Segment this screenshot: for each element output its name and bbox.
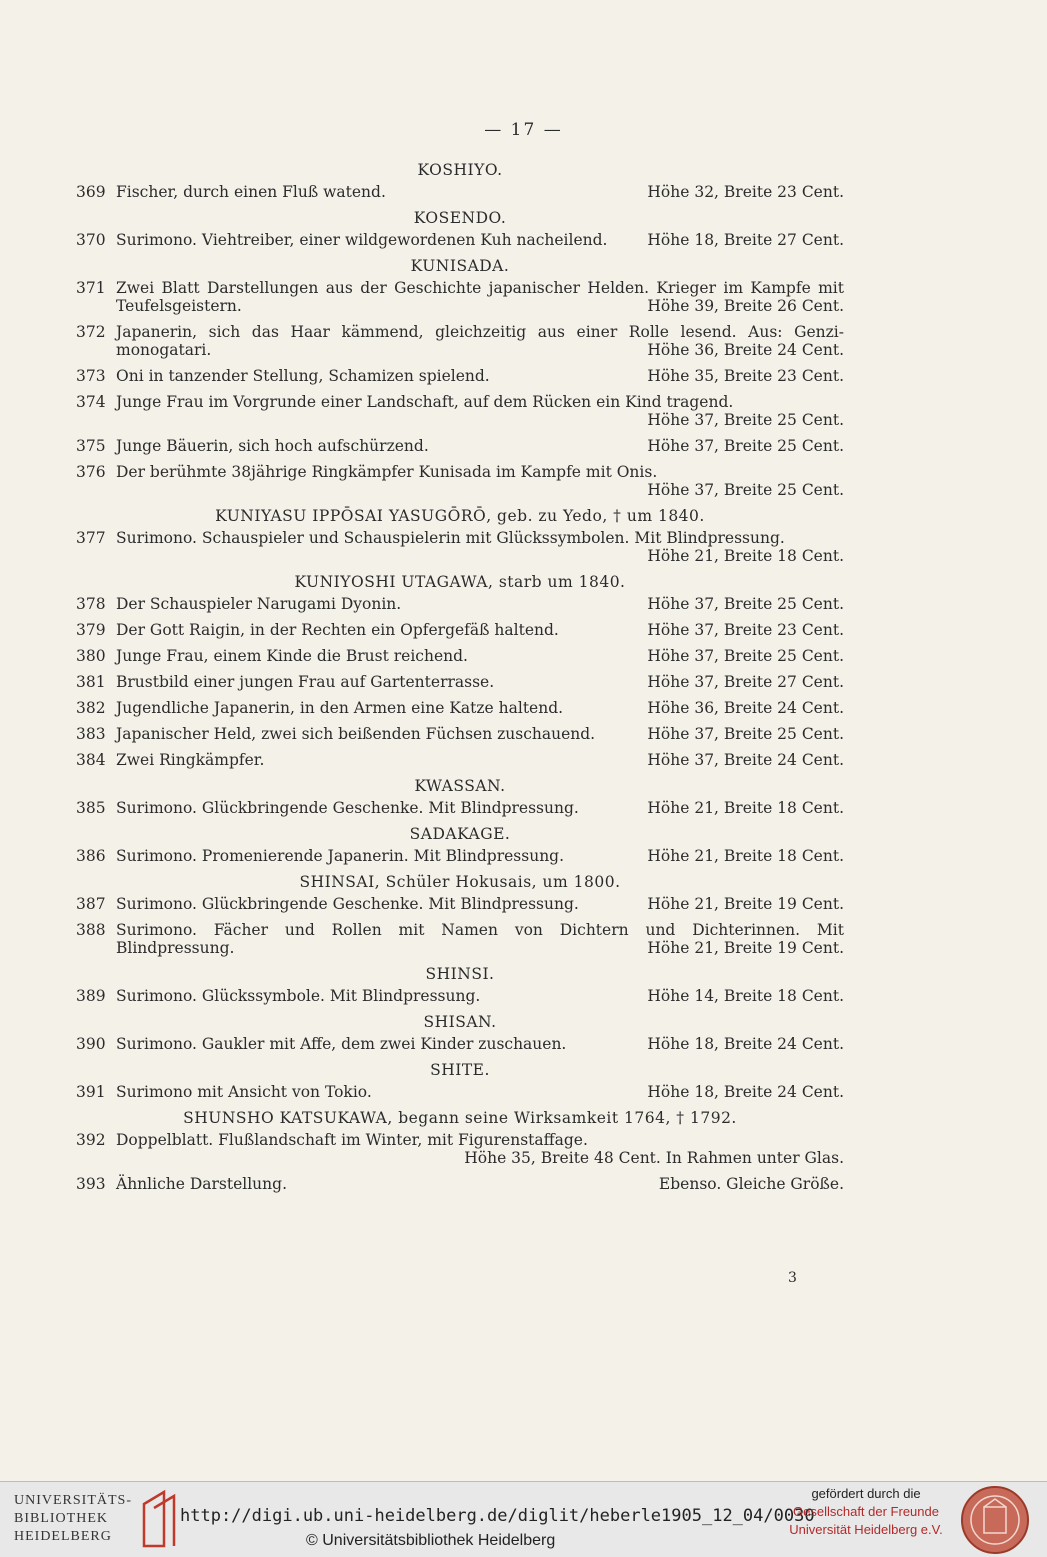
entry-number: 374 [76, 393, 106, 411]
entry-number: 392 [76, 1131, 106, 1149]
copyright-notice: © Universitätsbibliothek Heidelberg [306, 1532, 556, 1549]
entry-description: Surimono. Viehtreiber, einer wildgewordenen Kuh nacheilend. [116, 231, 608, 249]
entry-number: 372 [76, 323, 106, 341]
entry-number: 377 [76, 529, 106, 547]
entry-description: Ähnliche Darstellung. [116, 1175, 287, 1193]
entry-number: 381 [76, 673, 106, 691]
entry-dimensions: Höhe 14, Breite 18 Cent. [647, 987, 844, 1005]
entry-description: Surimono. Gaukler mit Affe, dem zwei Kinder zuschauen. [116, 1035, 567, 1053]
footer-bar [0, 1481, 1047, 1557]
catalog-entry [76, 673, 844, 691]
entry-number: 380 [76, 647, 106, 665]
catalog-entry [76, 183, 844, 201]
sponsor-line: gefördert durch die [811, 1486, 921, 1501]
page-header: — 17 — [484, 120, 563, 140]
entry-number: 386 [76, 847, 106, 865]
entry-description: Oni in tanzender Stellung, Schamizen spielend. [116, 367, 490, 385]
entry-dimensions: Höhe 37, Breite 25 Cent. [647, 481, 844, 499]
artist-heading: KUNISADA. [410, 257, 510, 275]
catalog-entry [76, 323, 844, 359]
artist-heading: SHINSI. [425, 965, 495, 983]
catalog-entry [76, 647, 844, 665]
artist-heading: SHITE. [430, 1061, 490, 1079]
catalog-entry [76, 621, 844, 639]
entry-number: 383 [76, 725, 106, 743]
catalog-entry [76, 799, 844, 817]
entry-description: Surimono. Glückbringende Geschenke. Mit Blindpressung. [116, 895, 579, 913]
entry-description: Der Gott Raigin, in der Rechten ein Opfergefäß haltend. [116, 621, 559, 639]
catalog-entry [76, 279, 844, 315]
sponsor-line: Universität Heidelberg e.V. [789, 1522, 943, 1537]
catalog-entry [76, 1035, 844, 1053]
sponsor-block [776, 1485, 956, 1539]
entry-description: Junge Bäuerin, sich hoch aufschürzend. [116, 437, 429, 455]
university-seal-icon [960, 1485, 1030, 1555]
artist-heading: SHUNSHO KATSUKAWA, begann seine Wirksamkeit 1764, † 1792. [183, 1109, 737, 1127]
catalog-entry [76, 699, 844, 717]
entry-dimensions: Höhe 37, Breite 25 Cent. [647, 411, 844, 429]
entry-number: 387 [76, 895, 106, 913]
catalog-entry [76, 437, 844, 455]
library-line: UNIVERSITÄTS- [14, 1493, 132, 1508]
entry-number: 389 [76, 987, 106, 1005]
entry-description: Fischer, durch einen Fluß watend. [116, 183, 386, 201]
catalog-entry [76, 725, 844, 743]
entry-dimensions: Höhe 37, Breite 25 Cent. [647, 595, 844, 613]
entry-description: Zwei Blatt Darstellungen aus der Geschichte japanischer Helden. Krieger im Kampfe mit Teufelsgeistern. [116, 279, 844, 315]
entry-number: 370 [76, 231, 106, 249]
catalog-entry [76, 987, 844, 1005]
entry-dimensions: Höhe 21, Breite 19 Cent. [647, 939, 844, 957]
catalog-entry [76, 895, 844, 913]
entry-description: Junge Frau, einem Kinde die Brust reichend. [116, 647, 468, 665]
entry-description: Japanerin, sich das Haar kämmend, gleichzeitig aus einer Rolle lesend. Aus: Genzi-monogatari. [116, 323, 844, 359]
entry-dimensions: Höhe 21, Breite 19 Cent. [647, 895, 844, 913]
entry-number: 390 [76, 1035, 106, 1053]
entry-dimensions: Ebenso. Gleiche Größe. [658, 1175, 844, 1193]
sponsor-line: Gesellschaft der Freunde [793, 1504, 939, 1519]
catalog-entry [76, 231, 844, 249]
entry-description: Brustbild einer jungen Frau auf Gartenterrasse. [116, 673, 495, 691]
entry-number: 384 [76, 751, 106, 769]
entry-dimensions: Höhe 37, Breite 24 Cent. [647, 751, 844, 769]
entry-dimensions: Höhe 37, Breite 23 Cent. [647, 621, 844, 639]
artist-heading: KUNIYASU IPPŌSAI YASUGŌRŌ, geb. zu Yedo, † um 1840. [215, 507, 705, 525]
entry-description: Doppelblatt. Flußlandschaft im Winter, mit Figurenstaffage. [116, 1131, 588, 1149]
catalog-entry [76, 529, 844, 565]
entry-dimensions: Höhe 37, Breite 27 Cent. [647, 673, 844, 691]
entry-number: 371 [76, 279, 106, 297]
catalog-entry [76, 847, 844, 865]
library-line: HEIDELBERG [14, 1529, 112, 1544]
entry-dimensions: Höhe 36, Breite 24 Cent. [647, 699, 844, 717]
entry-dimensions: Höhe 21, Breite 18 Cent. [647, 547, 844, 565]
artist-heading: KOSENDO. [413, 209, 507, 227]
entry-dimensions: Höhe 35, Breite 23 Cent. [647, 367, 844, 385]
catalog-entry [76, 463, 844, 499]
entry-dimensions: Höhe 37, Breite 25 Cent. [647, 437, 844, 455]
entry-number: 382 [76, 699, 106, 717]
entry-description: Surimono mit Ansicht von Tokio. [116, 1083, 372, 1101]
entry-dimensions: Höhe 21, Breite 18 Cent. [647, 799, 844, 817]
entry-description: Der Schauspieler Narugami Dyonin. [116, 595, 402, 613]
entry-number: 369 [76, 183, 106, 201]
catalog-entry [76, 921, 844, 957]
entry-dimensions: Höhe 18, Breite 24 Cent. [647, 1083, 844, 1101]
catalog-entry [76, 393, 844, 429]
entry-number: 385 [76, 799, 106, 817]
entry-number: 379 [76, 621, 106, 639]
catalog-entry [76, 367, 844, 385]
artist-heading: KUNIYOSHI UTAGAWA, starb um 1840. [294, 573, 626, 591]
entry-number: 376 [76, 463, 106, 481]
entry-description: Surimono. Glückssymbole. Mit Blindpressung. [116, 987, 481, 1005]
entry-dimensions: Höhe 37, Breite 25 Cent. [647, 725, 844, 743]
catalog-entry [76, 1175, 844, 1193]
entry-description: Der berühmte 38jährige Ringkämpfer Kunisada im Kampfe mit Onis. [116, 463, 658, 481]
entry-description: Surimono. Promenierende Japanerin. Mit Blindpressung. [116, 847, 565, 865]
entry-dimensions: Höhe 18, Breite 27 Cent. [647, 231, 844, 249]
catalog [76, 158, 844, 1201]
library-logo-icon [140, 1488, 184, 1550]
catalog-entry [76, 1083, 844, 1101]
artist-heading: SHINSAI, Schüler Hokusais, um 1800. [299, 873, 621, 891]
catalog-entry [76, 751, 844, 769]
library-line: BIBLIOTHEK [14, 1511, 108, 1526]
entry-description: Surimono. Glückbringende Geschenke. Mit Blindpressung. [116, 799, 579, 817]
entry-description: Junge Frau im Vorgrunde einer Landschaft, auf dem Rücken ein Kind tragend. [116, 393, 734, 411]
entry-description: Jugendliche Japanerin, in den Armen eine Katze haltend. [116, 699, 564, 717]
signature-mark: 3 [788, 1270, 797, 1286]
entry-number: 393 [76, 1175, 106, 1193]
entry-number: 391 [76, 1083, 106, 1101]
artist-heading: SADAKAGE. [409, 825, 511, 843]
entry-description: Japanischer Held, zwei sich beißenden Füchsen zuschauend. [116, 725, 596, 743]
catalog-entry [76, 1131, 844, 1167]
artist-heading: SHISAN. [423, 1013, 497, 1031]
entry-description: Surimono. Schauspieler und Schauspielerin mit Glückssymbolen. Mit Blindpressung. [116, 529, 785, 547]
artist-heading: KWASSAN. [414, 777, 506, 795]
entry-dimensions: Höhe 36, Breite 24 Cent. [647, 341, 844, 359]
entry-description: Surimono. Fächer und Rollen mit Namen von Dichtern und Dichterinnen. Mit Blindpressung. [116, 921, 844, 957]
entry-number: 375 [76, 437, 106, 455]
catalog-entry [76, 595, 844, 613]
library-name [14, 1492, 132, 1546]
entry-dimensions: Höhe 35, Breite 48 Cent. In Rahmen unter Glas. [464, 1149, 844, 1167]
entry-dimensions: Höhe 32, Breite 23 Cent. [647, 183, 844, 201]
artist-heading: KOSHIYO. [417, 161, 503, 179]
permalink-url[interactable]: http://digi.ub.uni-heidelberg.de/diglit/heberle1905_12_04/0030 [180, 1506, 815, 1526]
entry-dimensions: Höhe 18, Breite 24 Cent. [647, 1035, 844, 1053]
entry-number: 378 [76, 595, 106, 613]
entry-number: 388 [76, 921, 106, 939]
entry-dimensions: Höhe 37, Breite 25 Cent. [647, 647, 844, 665]
entry-dimensions: Höhe 39, Breite 26 Cent. [647, 297, 844, 315]
entry-number: 373 [76, 367, 106, 385]
entry-dimensions: Höhe 21, Breite 18 Cent. [647, 847, 844, 865]
entry-description: Zwei Ringkämpfer. [116, 751, 265, 769]
